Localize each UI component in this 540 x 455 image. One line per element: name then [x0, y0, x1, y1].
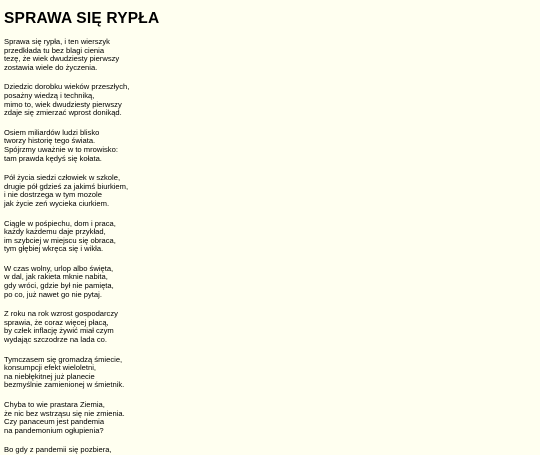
- poem-title: SPRAWA SIĘ RYPŁA: [4, 10, 160, 27]
- poem-line: w dal, jak rakieta mknie nabita,: [4, 272, 108, 282]
- stanza: [4, 356, 540, 390]
- poem-line: jak życie zeń wycieka ciurkiem.: [4, 198, 110, 208]
- poem-line: Spójrzmy uważnie w to mrowisko:: [4, 144, 118, 154]
- poem-line: zostawia wiele do życzenia.: [4, 62, 98, 72]
- poem-line: Z roku na rok wzrost gospodarczy: [4, 309, 118, 319]
- poem-line: Dziedzic dorobku wieków przeszłych,: [4, 82, 130, 92]
- stanza: [4, 401, 540, 435]
- poem-line: sprawia, że coraz więcej płacą,: [4, 317, 109, 327]
- poem-line: Chyba to wie prastara Ziemia,: [4, 400, 105, 409]
- poem-line: wydając szczodrze na lada co.: [4, 335, 107, 345]
- poem-line: i nie dostrzega w tym mozole: [4, 190, 102, 200]
- stanza: [4, 83, 540, 117]
- poem-line: by człek inflację żywić miał czym: [4, 326, 114, 336]
- poem-line: Bo gdy z pandemii się pozbiera,: [4, 445, 112, 455]
- poem-line: na pandemonium ogłupienia?: [4, 425, 104, 435]
- poem-line: im szybciej w miejscu się obraca,: [4, 235, 116, 245]
- poem-line: Tymczasem się gromadzą śmiecie,: [4, 354, 123, 364]
- poem-line: tworzy historię tego świata.: [4, 136, 96, 146]
- poem-line: tezę, że wiek dwudziesty pierwszy: [4, 54, 120, 64]
- stanza: [4, 310, 540, 344]
- poem-line: mimo to, wiek dwudziesty pierwszy: [4, 99, 122, 109]
- poem-line: Sprawa się rypła, i ten wierszyk: [4, 37, 110, 46]
- stanza: [4, 174, 540, 208]
- poem-line: gdy wróci, gdzie był nie pamięta,: [4, 281, 114, 291]
- poem-line: Ciągle w pośpiechu, dom i praca,: [4, 218, 116, 228]
- poem-line: że nic bez wstrząsu się nie zmienia.: [4, 408, 125, 418]
- stanza: [4, 220, 540, 254]
- stanza: [4, 129, 540, 163]
- poem-line: zdaje się zmierzać wprost donikąd.: [4, 108, 122, 118]
- poem-line: każdy każdemu daje przykład,: [4, 227, 106, 237]
- poem-line: Pół życia siedzi człowiek w szkole,: [4, 173, 121, 183]
- poem-line: W czas wolny, urlop albo święta,: [4, 263, 114, 273]
- poem-line: tym głębiej wkręca się i wikła.: [4, 244, 104, 254]
- stanza: [4, 446, 540, 455]
- poem-line: posażny wiedzą i techniką,: [4, 90, 95, 100]
- poem-line: bezmyślnie zamienionej w śmietnik.: [4, 380, 125, 390]
- poem-line: Czy panaceum jest pandemia: [4, 417, 105, 427]
- poem-line: konsumpcji efekt wieloletni,: [4, 363, 97, 373]
- poem-line: Osiem miliardów ludzi blisko: [4, 127, 100, 137]
- poem-line: drugie pół gdzieś za jakimś biurkiem,: [4, 181, 129, 191]
- stanza: [4, 265, 540, 299]
- poem-line: przedkłada tu bez blagi cienia: [4, 45, 105, 55]
- poem-line: na niebłękitnej już planecie: [4, 371, 95, 381]
- stanza: [4, 38, 540, 72]
- poem-line: tam prawda kędyś się kołata.: [4, 153, 102, 163]
- poem-line: po co, już nawet go nie pytaj.: [4, 289, 102, 299]
- poem-body: [4, 38, 540, 455]
